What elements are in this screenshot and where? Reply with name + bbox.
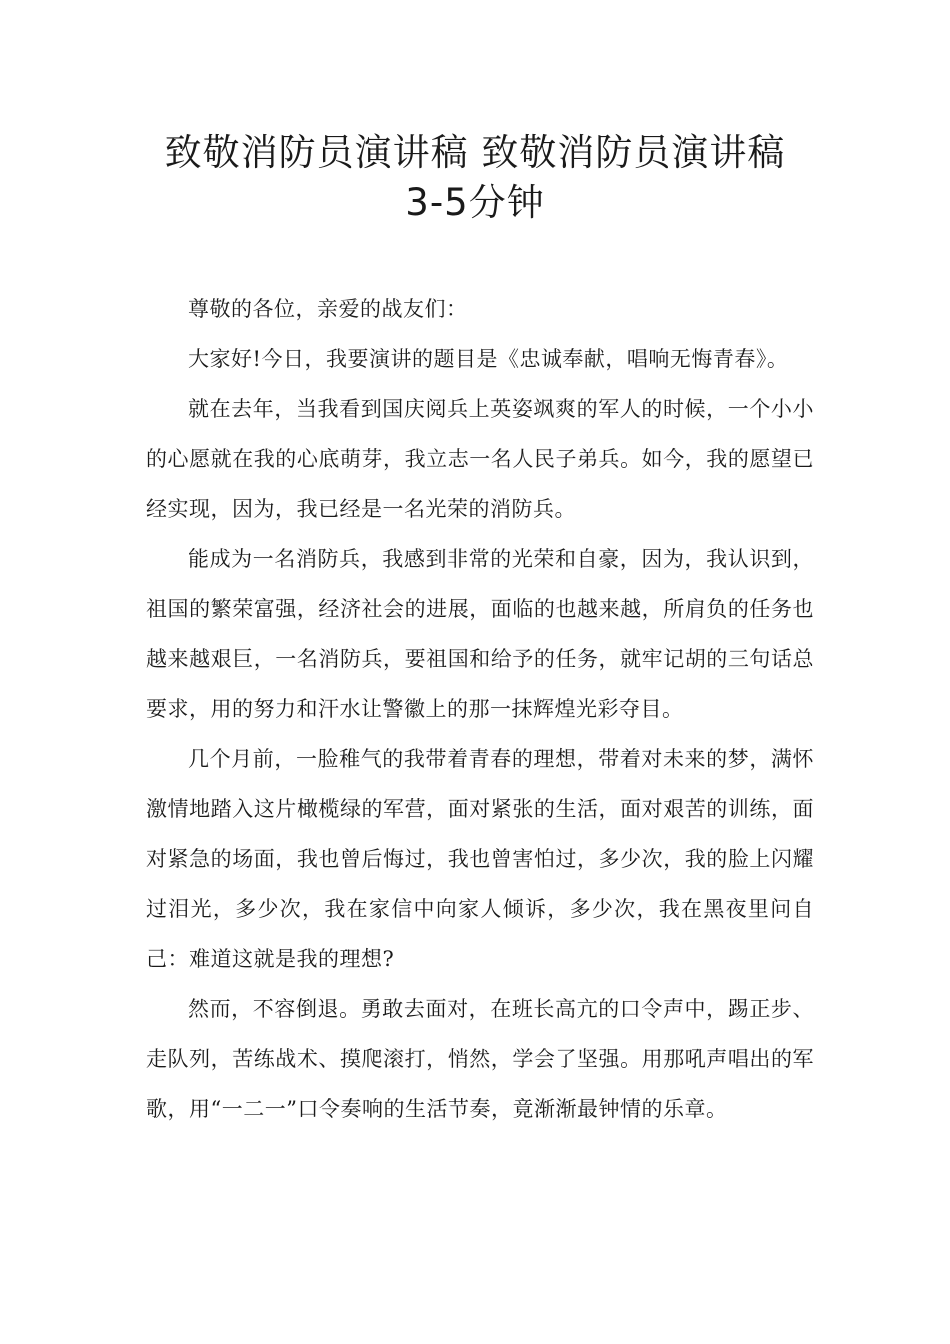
paragraph: 就在去年，当我看到国庆阅兵上英姿飒爽的军人的时候，一个小小的心愿就在我的心底萌芽，我立志一名人民子弟兵。如今，我的愿望已经实现，因为，我已经是一名光荣的消防兵。 xyxy=(146,397,814,521)
title-line-1: 致敬消防员演讲稿 致敬消防员演讲稿 xyxy=(164,131,786,174)
paragraph: 几个月前，一脸稚气的我带着青春的理想，带着对未来的梦，满怀激情地踏入这片橄榄绿的军营，面对紧张的生活，面对艰苦的训练，面对紧急的场面，我也曾后悔过，我也曾害怕过，多少次，我的脸上闪耀过泪光，多少次，我在家信中向家人倾诉，多少次，我在黑夜里问自己：难道这就是我的理想? xyxy=(146,747,814,971)
speech-body xyxy=(146,284,814,1134)
paragraph-salutation: 尊敬的各位，亲爱的战友们： xyxy=(188,297,468,321)
title-line-2: 3-5分钟 xyxy=(405,181,545,224)
paragraph-greeting: 大家好!今日，我要演讲的题目是《忠诚奉献，唱响无悔青春》。 xyxy=(188,347,789,371)
page-title xyxy=(120,128,830,228)
paragraph: 能成为一名消防兵，我感到非常的光荣和自豪，因为，我认识到，祖国的繁荣富强，经济社会的进展，面临的也越来越，所肩负的任务也越来越艰巨，一名消防兵，要祖国和给予的任务，就牢记胡的三句话总要求，用的努力和汗水让警徽上的那一抹辉煌光彩夺目。 xyxy=(146,547,814,721)
paragraph: 然而，不容倒退。勇敢去面对，在班长高亢的口令声中，踢正步、走队列，苦练战术、摸爬滚打，悄然，学会了坚强。用那吼声唱出的军歌，用“一二一”口令奏响的生活节奏，竟渐渐最钟情的乐章。 xyxy=(146,997,814,1121)
